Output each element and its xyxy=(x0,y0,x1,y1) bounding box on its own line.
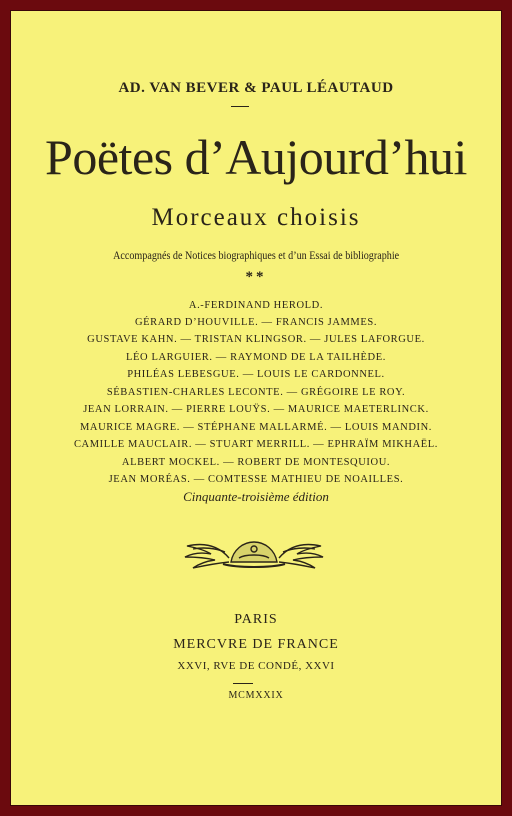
poet-line: GÉRARD D’HOUVILLE. — FRANCIS JAMMES. xyxy=(134,317,378,328)
poet-line: SÉBASTIEN-CHARLES LECONTE. — GRÉGOIRE LE ROY. xyxy=(106,387,406,398)
winged-helmet-logo-icon xyxy=(179,532,329,576)
poet-line: ALBERT MOCKEL. — ROBERT DE MONTESQUIOU. xyxy=(121,457,391,468)
publication-year: MCMXXIX xyxy=(228,690,284,701)
poet-line: JEAN MORÉAS. — COMTESSE MATHIEU DE NOAILLES. xyxy=(108,474,404,485)
book-subtitle: Morceaux choisis xyxy=(151,204,361,231)
title-page xyxy=(10,10,502,806)
publisher-name: MERCVRE DE FRANCE xyxy=(173,637,339,652)
edition-note: Cinquante-troisième édition xyxy=(183,489,329,504)
divider-rule xyxy=(231,106,249,107)
poet-line: A.-FERDINAND HEROLD. xyxy=(188,300,324,311)
publication-city: PARIS xyxy=(234,612,278,627)
poet-line: LÉO LARGUIER. — RAYMOND DE LA TAILHÈDE. xyxy=(126,352,386,363)
poet-line: JEAN LORRAIN. — PIERRE LOUŸS. — MAURICE MAETERLINCK. xyxy=(83,404,429,415)
poet-line: GUSTAVE KAHN. — TRISTAN KLINGSOR. — JULES LAFORGUE. xyxy=(87,334,425,345)
notice-line: Accompagnés de Notices biographiques et d’un Essai de bibliographie xyxy=(113,250,400,262)
poet-line: MAURICE MAGRE. — STÉPHANE MALLARMÉ. — LOUIS MANDIN. xyxy=(79,422,433,433)
book-title: Poëtes d’Aujourd’hui xyxy=(45,129,467,185)
poet-line: CAMILLE MAUCLAIR. — STUART MERRILL. — EPHRAÏM MIKHAËL. xyxy=(73,439,439,450)
publisher-address: XXVI, RVE DE CONDÉ, XXVI xyxy=(177,660,335,672)
divider-rule xyxy=(233,683,253,684)
volume-stars: ** xyxy=(245,269,267,285)
poet-line: PHILÉAS LEBESGUE. — LOUIS LE CARDONNEL. xyxy=(127,369,385,380)
authors: AD. VAN BEVER & PAUL LÉAUTAUD xyxy=(118,80,394,96)
